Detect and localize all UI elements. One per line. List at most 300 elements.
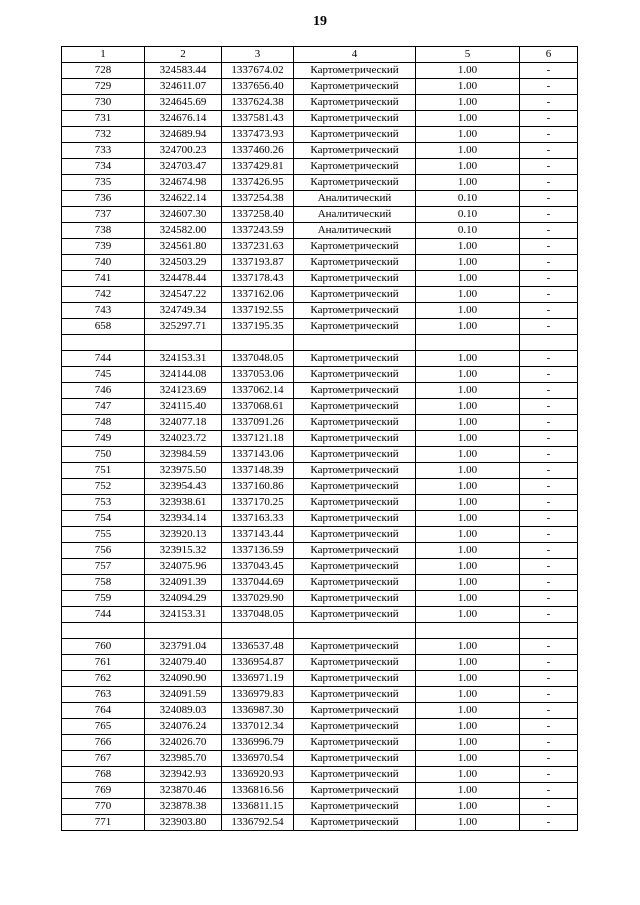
point-number-cell: 731 — [62, 111, 145, 127]
table-row — [62, 351, 578, 367]
point-number-cell: 734 — [62, 159, 145, 175]
y-coordinate-cell: 1337656.40 — [222, 79, 294, 95]
y-coordinate-cell: 1337674.02 — [222, 63, 294, 79]
y-coordinate-cell: 1337160.86 — [222, 479, 294, 495]
y-coordinate-cell: 1336996.79 — [222, 735, 294, 751]
table-row — [62, 655, 578, 671]
method-cell: Картометрический — [294, 543, 416, 559]
point-number-cell: 745 — [62, 367, 145, 383]
table-row — [62, 399, 578, 415]
y-coordinate-cell: 1337254.38 — [222, 191, 294, 207]
point-number-cell: 738 — [62, 223, 145, 239]
description-cell: - — [520, 303, 578, 319]
point-number-cell: 766 — [62, 735, 145, 751]
x-coordinate-cell — [145, 335, 222, 351]
accuracy-cell: 1.00 — [416, 735, 520, 751]
method-cell: Картометрический — [294, 655, 416, 671]
table-row — [62, 271, 578, 287]
description-cell: - — [520, 239, 578, 255]
accuracy-cell: 1.00 — [416, 527, 520, 543]
description-cell: - — [520, 159, 578, 175]
point-number-cell: 768 — [62, 767, 145, 783]
y-coordinate-cell: 1337581.43 — [222, 111, 294, 127]
description-cell: - — [520, 527, 578, 543]
method-cell: Картометрический — [294, 799, 416, 815]
y-coordinate-cell: 1337162.06 — [222, 287, 294, 303]
y-coordinate-cell: 1336537.48 — [222, 639, 294, 655]
method-cell: Картометрический — [294, 735, 416, 751]
description-cell: - — [520, 431, 578, 447]
accuracy-cell: 1.00 — [416, 687, 520, 703]
point-number-cell: 762 — [62, 671, 145, 687]
point-number-cell: 753 — [62, 495, 145, 511]
point-number-cell: 765 — [62, 719, 145, 735]
accuracy-cell: 1.00 — [416, 607, 520, 623]
description-cell: - — [520, 511, 578, 527]
table-row — [62, 303, 578, 319]
column-header: 2 — [145, 47, 222, 63]
accuracy-cell: 1.00 — [416, 431, 520, 447]
y-coordinate-cell: 1337136.59 — [222, 543, 294, 559]
y-coordinate-cell: 1337624.38 — [222, 95, 294, 111]
x-coordinate-cell: 324144.08 — [145, 367, 222, 383]
x-coordinate-cell: 323903.80 — [145, 815, 222, 831]
method-cell: Картометрический — [294, 143, 416, 159]
description-cell: - — [520, 655, 578, 671]
description-cell: - — [520, 639, 578, 655]
method-cell: Аналитический — [294, 207, 416, 223]
coordinates-table — [61, 46, 578, 831]
table-row — [62, 527, 578, 543]
table-row — [62, 575, 578, 591]
accuracy-cell: 1.00 — [416, 319, 520, 335]
accuracy-cell: 1.00 — [416, 511, 520, 527]
y-coordinate-cell: 1336971.19 — [222, 671, 294, 687]
table-row — [62, 191, 578, 207]
point-number-cell: 763 — [62, 687, 145, 703]
x-coordinate-cell: 323915.32 — [145, 543, 222, 559]
x-coordinate-cell: 324547.22 — [145, 287, 222, 303]
method-cell: Картометрический — [294, 639, 416, 655]
x-coordinate-cell: 324115.40 — [145, 399, 222, 415]
method-cell: Картометрический — [294, 319, 416, 335]
accuracy-cell: 1.00 — [416, 111, 520, 127]
accuracy-cell — [416, 623, 520, 639]
method-cell: Картометрический — [294, 463, 416, 479]
accuracy-cell: 1.00 — [416, 415, 520, 431]
x-coordinate-cell: 324674.98 — [145, 175, 222, 191]
accuracy-cell: 1.00 — [416, 479, 520, 495]
description-cell: - — [520, 479, 578, 495]
table-row — [62, 383, 578, 399]
point-number-cell: 767 — [62, 751, 145, 767]
point-number-cell: 740 — [62, 255, 145, 271]
table-body — [62, 63, 578, 831]
y-coordinate-cell: 1337426.95 — [222, 175, 294, 191]
table-row — [62, 751, 578, 767]
accuracy-cell: 1.00 — [416, 287, 520, 303]
method-cell: Картометрический — [294, 63, 416, 79]
description-cell: - — [520, 95, 578, 111]
description-cell — [520, 335, 578, 351]
x-coordinate-cell: 324703.47 — [145, 159, 222, 175]
y-coordinate-cell: 1337029.90 — [222, 591, 294, 607]
y-coordinate-cell: 1337192.55 — [222, 303, 294, 319]
table-row — [62, 479, 578, 495]
accuracy-cell: 0.10 — [416, 191, 520, 207]
point-number-cell: 732 — [62, 127, 145, 143]
description-cell: - — [520, 367, 578, 383]
table-row — [62, 175, 578, 191]
y-coordinate-cell: 1337460.26 — [222, 143, 294, 159]
point-number-cell: 752 — [62, 479, 145, 495]
description-cell: - — [520, 319, 578, 335]
accuracy-cell: 0.10 — [416, 207, 520, 223]
table-row — [62, 431, 578, 447]
column-header: 4 — [294, 47, 416, 63]
point-number-cell: 736 — [62, 191, 145, 207]
description-cell: - — [520, 543, 578, 559]
table-row — [62, 63, 578, 79]
x-coordinate-cell: 324700.23 — [145, 143, 222, 159]
point-number-cell: 754 — [62, 511, 145, 527]
point-number-cell: 769 — [62, 783, 145, 799]
accuracy-cell: 1.00 — [416, 175, 520, 191]
y-coordinate-cell: 1337231.63 — [222, 239, 294, 255]
table-row — [62, 815, 578, 831]
x-coordinate-cell: 324091.59 — [145, 687, 222, 703]
description-cell: - — [520, 463, 578, 479]
x-coordinate-cell: 324023.72 — [145, 431, 222, 447]
description-cell: - — [520, 767, 578, 783]
y-coordinate-cell: 1337163.33 — [222, 511, 294, 527]
x-coordinate-cell: 324089.03 — [145, 703, 222, 719]
table-row — [62, 447, 578, 463]
table-row — [62, 687, 578, 703]
point-number-cell: 747 — [62, 399, 145, 415]
y-coordinate-cell: 1336979.83 — [222, 687, 294, 703]
x-coordinate-cell: 324607.30 — [145, 207, 222, 223]
point-number-cell: 758 — [62, 575, 145, 591]
table-row — [62, 703, 578, 719]
y-coordinate-cell: 1337143.06 — [222, 447, 294, 463]
point-number-cell: 741 — [62, 271, 145, 287]
point-number-cell: 759 — [62, 591, 145, 607]
point-number-cell: 760 — [62, 639, 145, 655]
x-coordinate-cell: 324503.29 — [145, 255, 222, 271]
method-cell: Картометрический — [294, 271, 416, 287]
x-coordinate-cell: 324561.80 — [145, 239, 222, 255]
accuracy-cell: 1.00 — [416, 63, 520, 79]
accuracy-cell: 1.00 — [416, 351, 520, 367]
y-coordinate-cell: 1337048.05 — [222, 607, 294, 623]
table-row — [62, 159, 578, 175]
table-row — [62, 591, 578, 607]
x-coordinate-cell: 324079.40 — [145, 655, 222, 671]
table-row — [62, 735, 578, 751]
point-number-cell: 757 — [62, 559, 145, 575]
description-cell: - — [520, 495, 578, 511]
y-coordinate-cell: 1337044.69 — [222, 575, 294, 591]
description-cell: - — [520, 783, 578, 799]
point-number-cell: 737 — [62, 207, 145, 223]
method-cell: Картометрический — [294, 495, 416, 511]
x-coordinate-cell: 324583.44 — [145, 63, 222, 79]
table-row — [62, 511, 578, 527]
accuracy-cell: 1.00 — [416, 543, 520, 559]
accuracy-cell: 1.00 — [416, 239, 520, 255]
y-coordinate-cell: 1337243.59 — [222, 223, 294, 239]
accuracy-cell: 1.00 — [416, 671, 520, 687]
accuracy-cell: 1.00 — [416, 159, 520, 175]
table-row — [62, 639, 578, 655]
x-coordinate-cell: 324622.14 — [145, 191, 222, 207]
point-number-cell: 748 — [62, 415, 145, 431]
method-cell: Картометрический — [294, 367, 416, 383]
method-cell: Картометрический — [294, 303, 416, 319]
x-coordinate-cell: 324153.31 — [145, 351, 222, 367]
y-coordinate-cell: 1336970.54 — [222, 751, 294, 767]
y-coordinate-cell: 1337043.45 — [222, 559, 294, 575]
table-row — [62, 623, 578, 639]
point-number-cell: 761 — [62, 655, 145, 671]
column-header: 6 — [520, 47, 578, 63]
point-number-cell: 744 — [62, 351, 145, 367]
accuracy-cell: 1.00 — [416, 303, 520, 319]
table-row — [62, 79, 578, 95]
table-row — [62, 415, 578, 431]
x-coordinate-cell: 325297.71 — [145, 319, 222, 335]
accuracy-cell: 1.00 — [416, 719, 520, 735]
table-header-row — [62, 47, 578, 63]
accuracy-cell: 1.00 — [416, 399, 520, 415]
method-cell: Картометрический — [294, 703, 416, 719]
y-coordinate-cell: 1336816.56 — [222, 783, 294, 799]
point-number-cell: 733 — [62, 143, 145, 159]
point-number-cell: 742 — [62, 287, 145, 303]
point-number-cell — [62, 623, 145, 639]
method-cell: Картометрический — [294, 607, 416, 623]
point-number-cell: 746 — [62, 383, 145, 399]
accuracy-cell: 1.00 — [416, 383, 520, 399]
point-number-cell: 770 — [62, 799, 145, 815]
method-cell: Картометрический — [294, 751, 416, 767]
accuracy-cell: 1.00 — [416, 799, 520, 815]
point-number-cell — [62, 335, 145, 351]
accuracy-cell: 1.00 — [416, 767, 520, 783]
x-coordinate-cell: 324075.96 — [145, 559, 222, 575]
method-cell: Картометрический — [294, 255, 416, 271]
y-coordinate-cell: 1336954.87 — [222, 655, 294, 671]
description-cell: - — [520, 447, 578, 463]
method-cell: Картометрический — [294, 559, 416, 575]
accuracy-cell: 1.00 — [416, 143, 520, 159]
x-coordinate-cell: 324582.00 — [145, 223, 222, 239]
point-number-cell: 755 — [62, 527, 145, 543]
y-coordinate-cell: 1337148.39 — [222, 463, 294, 479]
table-row — [62, 607, 578, 623]
point-number-cell: 764 — [62, 703, 145, 719]
description-cell: - — [520, 687, 578, 703]
description-cell: - — [520, 287, 578, 303]
x-coordinate-cell: 323985.70 — [145, 751, 222, 767]
x-coordinate-cell: 324077.18 — [145, 415, 222, 431]
method-cell: Картометрический — [294, 719, 416, 735]
accuracy-cell: 1.00 — [416, 127, 520, 143]
description-cell: - — [520, 255, 578, 271]
method-cell: Картометрический — [294, 287, 416, 303]
point-number-cell: 735 — [62, 175, 145, 191]
x-coordinate-cell: 324094.29 — [145, 591, 222, 607]
table-row — [62, 671, 578, 687]
method-cell: Картометрический — [294, 79, 416, 95]
description-cell: - — [520, 751, 578, 767]
method-cell: Картометрический — [294, 239, 416, 255]
y-coordinate-cell: 1337012.34 — [222, 719, 294, 735]
y-coordinate-cell: 1337143.44 — [222, 527, 294, 543]
method-cell: Картометрический — [294, 479, 416, 495]
description-cell: - — [520, 559, 578, 575]
method-cell: Картометрический — [294, 159, 416, 175]
description-cell: - — [520, 815, 578, 831]
y-coordinate-cell: 1337068.61 — [222, 399, 294, 415]
table-row — [62, 719, 578, 735]
point-number-cell: 744 — [62, 607, 145, 623]
point-number-cell: 728 — [62, 63, 145, 79]
accuracy-cell: 1.00 — [416, 703, 520, 719]
table-row — [62, 111, 578, 127]
table-row — [62, 495, 578, 511]
description-cell: - — [520, 607, 578, 623]
table-row — [62, 127, 578, 143]
y-coordinate-cell: 1336792.54 — [222, 815, 294, 831]
x-coordinate-cell — [145, 623, 222, 639]
point-number-cell: 739 — [62, 239, 145, 255]
point-number-cell: 750 — [62, 447, 145, 463]
accuracy-cell: 1.00 — [416, 655, 520, 671]
table-row — [62, 239, 578, 255]
method-cell: Картометрический — [294, 671, 416, 687]
accuracy-cell: 1.00 — [416, 95, 520, 111]
point-number-cell: 658 — [62, 319, 145, 335]
description-cell — [520, 623, 578, 639]
description-cell: - — [520, 79, 578, 95]
x-coordinate-cell: 323975.50 — [145, 463, 222, 479]
description-cell: - — [520, 575, 578, 591]
accuracy-cell: 1.00 — [416, 255, 520, 271]
table-row — [62, 767, 578, 783]
description-cell: - — [520, 143, 578, 159]
method-cell — [294, 623, 416, 639]
table-row — [62, 367, 578, 383]
y-coordinate-cell — [222, 623, 294, 639]
description-cell: - — [520, 415, 578, 431]
description-cell: - — [520, 175, 578, 191]
point-number-cell: 729 — [62, 79, 145, 95]
method-cell: Картометрический — [294, 431, 416, 447]
method-cell: Картометрический — [294, 399, 416, 415]
description-cell: - — [520, 127, 578, 143]
y-coordinate-cell: 1337091.26 — [222, 415, 294, 431]
accuracy-cell: 1.00 — [416, 575, 520, 591]
x-coordinate-cell: 324689.94 — [145, 127, 222, 143]
table-row — [62, 335, 578, 351]
description-cell: - — [520, 671, 578, 687]
table-row — [62, 319, 578, 335]
table-row — [62, 143, 578, 159]
table-row — [62, 287, 578, 303]
accuracy-cell: 1.00 — [416, 559, 520, 575]
x-coordinate-cell: 324645.69 — [145, 95, 222, 111]
table-row — [62, 799, 578, 815]
x-coordinate-cell: 324026.70 — [145, 735, 222, 751]
y-coordinate-cell: 1336811.15 — [222, 799, 294, 815]
y-coordinate-cell: 1337195.35 — [222, 319, 294, 335]
accuracy-cell: 1.00 — [416, 367, 520, 383]
table-row — [62, 223, 578, 239]
description-cell: - — [520, 719, 578, 735]
accuracy-cell: 1.00 — [416, 79, 520, 95]
x-coordinate-cell: 324091.39 — [145, 575, 222, 591]
x-coordinate-cell: 323870.46 — [145, 783, 222, 799]
x-coordinate-cell: 323934.14 — [145, 511, 222, 527]
method-cell: Аналитический — [294, 191, 416, 207]
column-header: 1 — [62, 47, 145, 63]
accuracy-cell — [416, 335, 520, 351]
method-cell: Аналитический — [294, 223, 416, 239]
description-cell: - — [520, 207, 578, 223]
description-cell: - — [520, 111, 578, 127]
x-coordinate-cell: 324090.90 — [145, 671, 222, 687]
description-cell: - — [520, 191, 578, 207]
x-coordinate-cell: 323942.93 — [145, 767, 222, 783]
method-cell: Картометрический — [294, 511, 416, 527]
description-cell: - — [520, 703, 578, 719]
accuracy-cell: 0.10 — [416, 223, 520, 239]
method-cell: Картометрический — [294, 767, 416, 783]
method-cell: Картометрический — [294, 95, 416, 111]
description-cell: - — [520, 271, 578, 287]
method-cell — [294, 335, 416, 351]
column-header: 5 — [416, 47, 520, 63]
x-coordinate-cell: 324676.14 — [145, 111, 222, 127]
x-coordinate-cell: 324749.34 — [145, 303, 222, 319]
accuracy-cell: 1.00 — [416, 271, 520, 287]
method-cell: Картометрический — [294, 591, 416, 607]
table-row — [62, 463, 578, 479]
table-row — [62, 543, 578, 559]
y-coordinate-cell: 1337121.18 — [222, 431, 294, 447]
table-row — [62, 207, 578, 223]
x-coordinate-cell: 323938.61 — [145, 495, 222, 511]
x-coordinate-cell: 323984.59 — [145, 447, 222, 463]
y-coordinate-cell — [222, 335, 294, 351]
description-cell: - — [520, 399, 578, 415]
method-cell: Картометрический — [294, 111, 416, 127]
y-coordinate-cell: 1336987.30 — [222, 703, 294, 719]
x-coordinate-cell: 323954.43 — [145, 479, 222, 495]
table-row — [62, 783, 578, 799]
point-number-cell: 743 — [62, 303, 145, 319]
x-coordinate-cell: 323920.13 — [145, 527, 222, 543]
description-cell: - — [520, 735, 578, 751]
table-row — [62, 95, 578, 111]
method-cell: Картометрический — [294, 383, 416, 399]
table-row — [62, 255, 578, 271]
accuracy-cell: 1.00 — [416, 447, 520, 463]
y-coordinate-cell: 1337473.93 — [222, 127, 294, 143]
x-coordinate-cell: 324478.44 — [145, 271, 222, 287]
